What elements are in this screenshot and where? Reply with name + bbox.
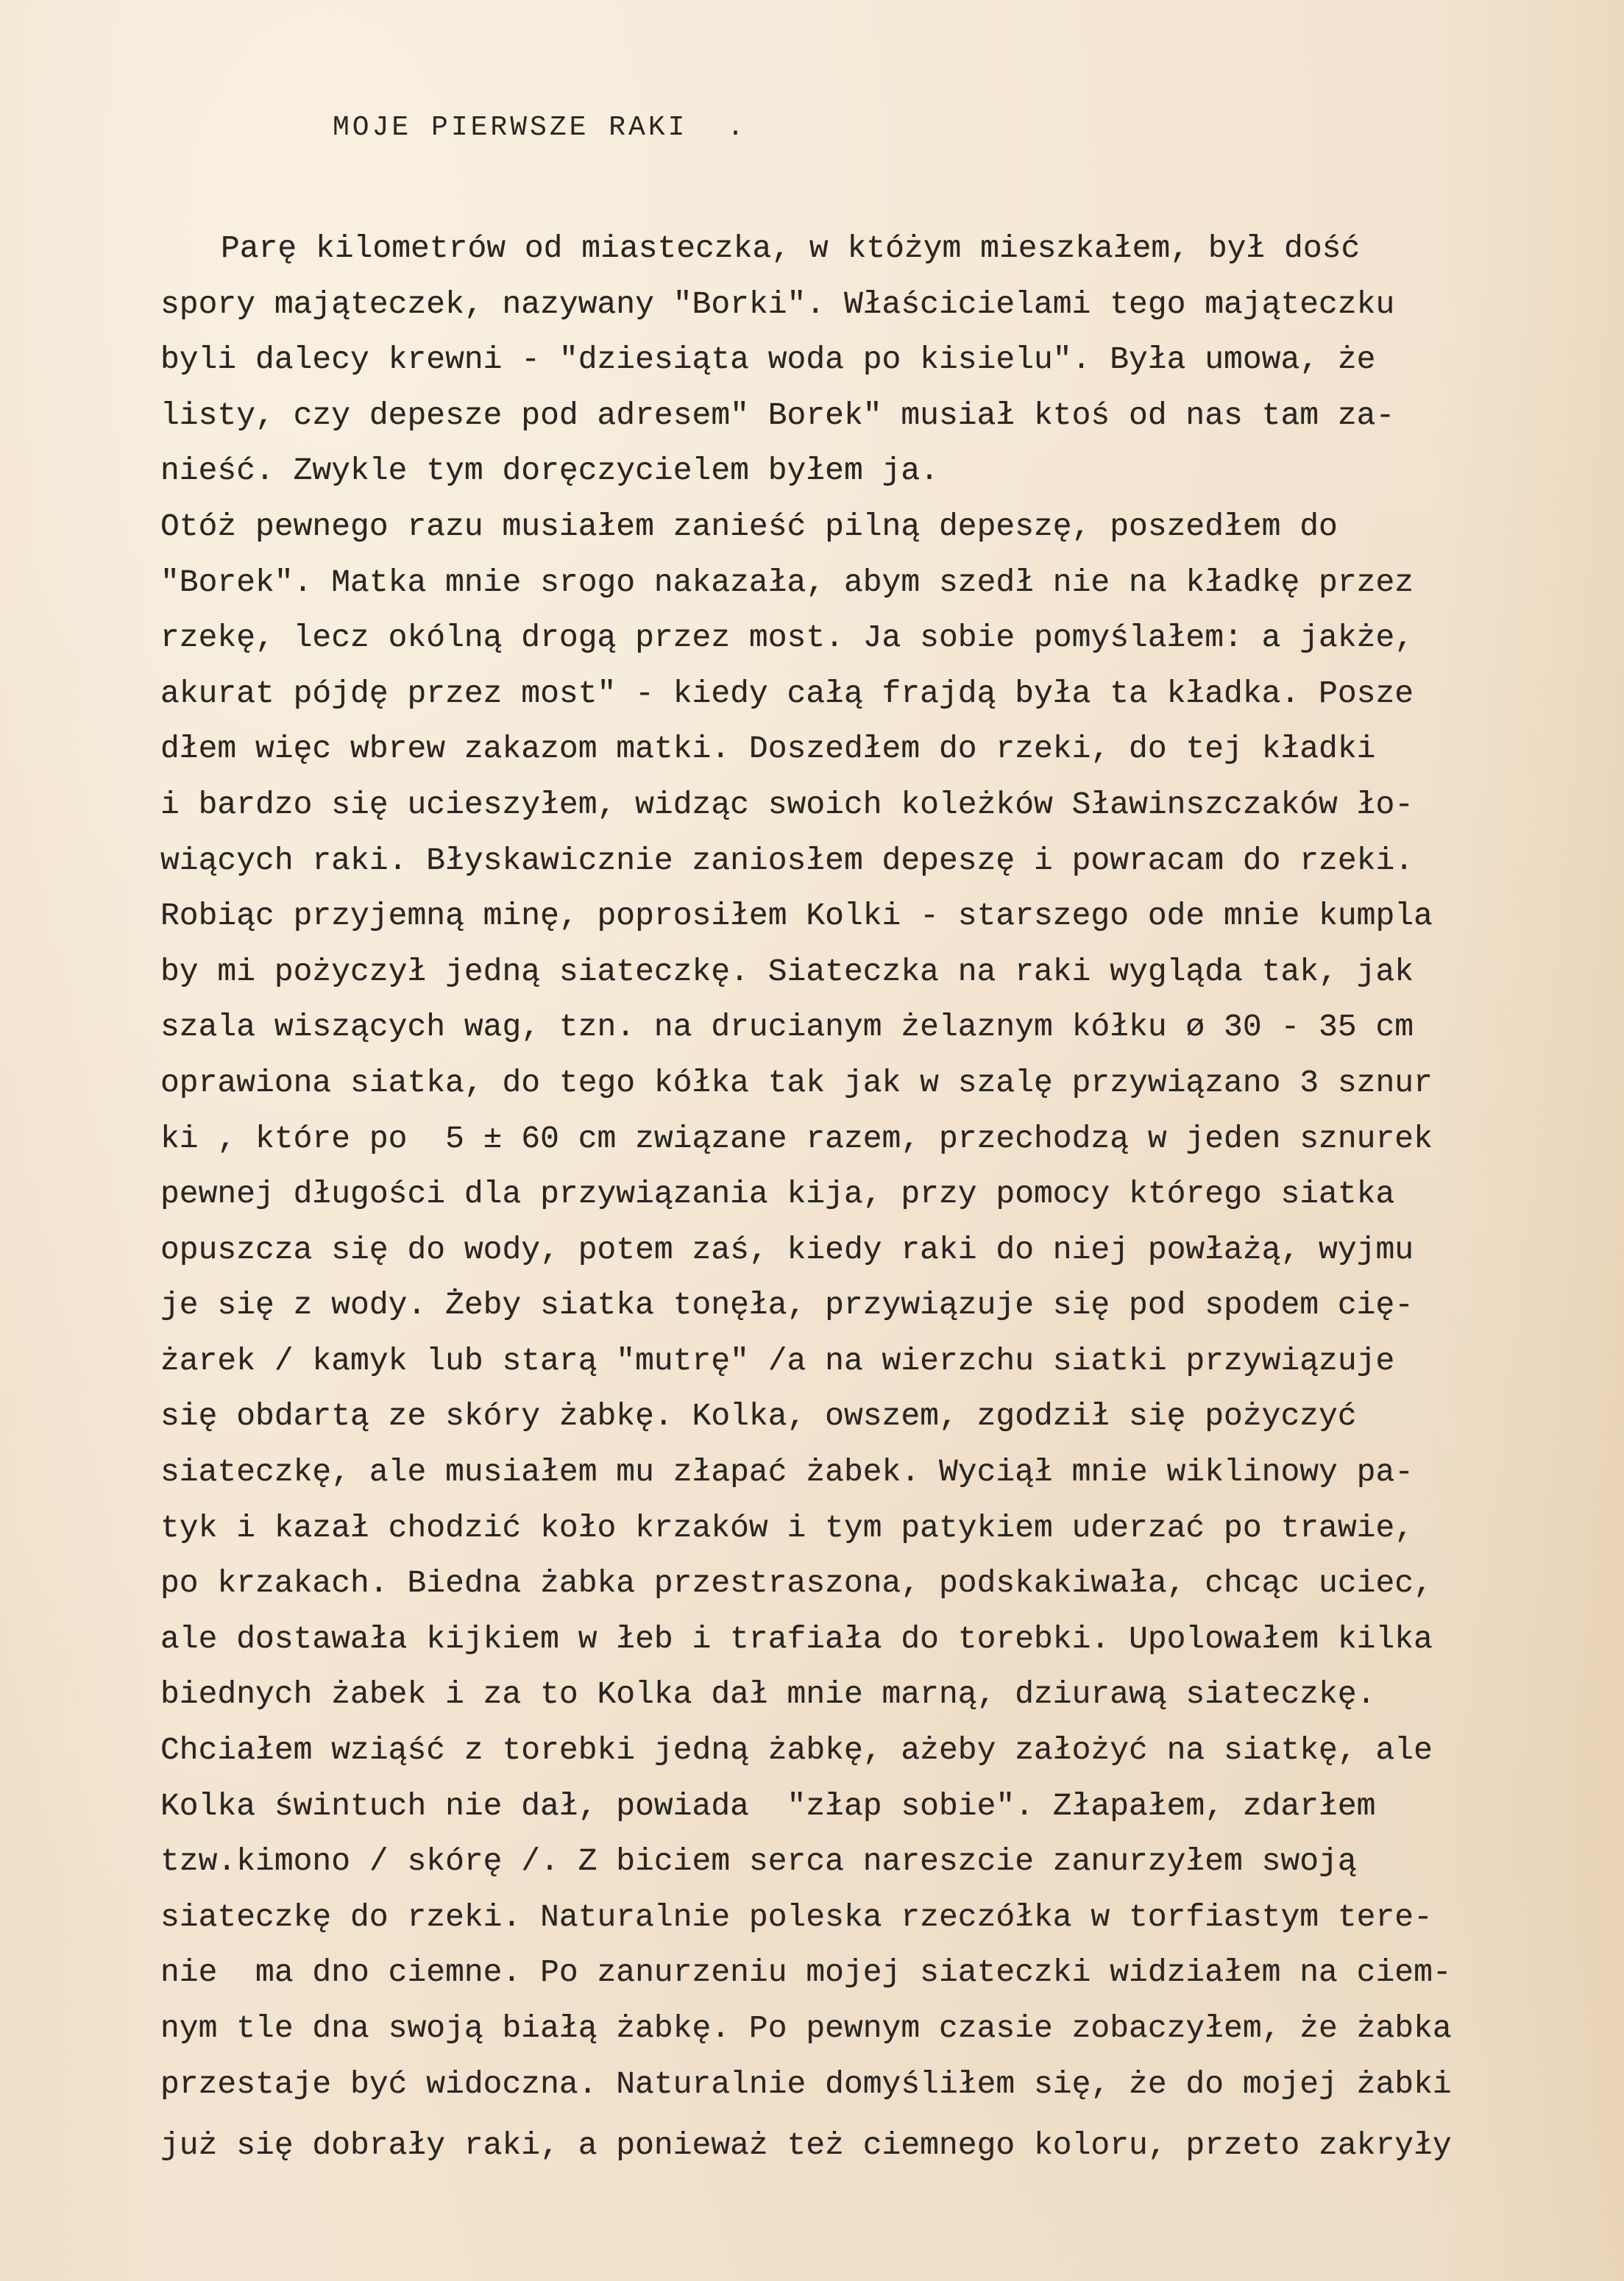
document-title: MOJE PIERWSZE RAKI . (333, 112, 747, 143)
text-line: Kolka świntuch nie dał, powiada "złap sobie". Złapałem, zdarłem (160, 1787, 1376, 1824)
text-line: przestaje być widoczna. Naturalnie domyśliłem się, że do mojej żabki (160, 2065, 1452, 2102)
text-line: "Borek". Matka mnie srogo nakazała, abym szedł nie na kładkę przez (160, 564, 1414, 600)
text-line: akurat pójdę przez most" - kiedy całą frajdą była ta kładka. Posze (160, 675, 1414, 712)
text-line: Chciałem wziąść z torebki jedną żabkę, ażeby założyć na siatkę, ale (160, 1732, 1433, 1769)
text-line: opuszcza się do wody, potem zaś, kiedy raki do niej powłażą, wyjmu (160, 1231, 1414, 1268)
text-line: Otóż pewnego razu musiałem zanieść pilną depeszę, poszedłem do (160, 508, 1338, 544)
text-line: ki , które po 5 ± 60 cm związane razem, przechodzą w jeden sznurek (160, 1120, 1433, 1157)
text-line: Robiąc przyjemną minę, poprosiłem Kolki - starszego ode mnie kumpla (160, 898, 1433, 934)
text-line: się obdartą ze skóry żabkę. Kolka, owszem, zgodził się pożyczyć (160, 1398, 1357, 1435)
text-line: byli dalecy krewni - "dziesiąta woda po kisielu". Była umowa, że (160, 341, 1376, 378)
text-line: pewnej długości dla przywiązania kija, przy pomocy którego siatka (160, 1176, 1395, 1213)
text-line: i bardzo się ucieszyłem, widząc swoich koleżków Sławinszczaków ło- (160, 786, 1414, 823)
text-line: tyk i kazał chodzić koło krzaków i tym patykiem uderzać po trawie, (160, 1509, 1414, 1546)
text-line: by mi pożyczył jedną siateczkę. Siateczka na raki wygląda tak, jak (160, 953, 1414, 990)
document-body (160, 221, 1544, 2174)
text-line: tzw.kimono / skórę /. Z biciem serca nareszcie zanurzyłem swoją (160, 1843, 1357, 1880)
text-line: szala wiszących wag, tzn. na drucianym żelaznym kółku ø 30 - 35 cm (160, 1009, 1414, 1046)
text-line: już się dobrały raki, a ponieważ też ciemnego koloru, przeto zakryły (160, 2127, 1452, 2164)
text-line: żarek / kamyk lub starą "mutrę" /a na wierzchu siatki przywiązuje (160, 1342, 1395, 1379)
text-line: biednych żabek i za to Kolka dał mnie marną, dziurawą siateczkę. (160, 1676, 1376, 1713)
text-line: nym tle dna swoją białą żabkę. Po pewnym czasie zobaczyłem, że żabka (160, 2010, 1452, 2046)
text-line: siateczkę do rzeki. Naturalnie poleska rzeczółka w torfiastym tere- (160, 1898, 1433, 1935)
text-line: Parę kilometrów od miasteczka, w któżym mieszkałem, był dość (221, 230, 1361, 266)
text-line: spory mająteczek, nazywany "Borki". Właścicielami tego mająteczku (160, 285, 1395, 322)
text-line: oprawiona siatka, do tego kółka tak jak w szalę przywiązano 3 sznur (160, 1064, 1433, 1101)
text-line: listy, czy depesze pod adresem" Borek" musiał ktoś od nas tam za- (160, 397, 1395, 433)
text-line: nie ma dno ciemne. Po zanurzeniu mojej siateczki widziałem na ciem- (160, 1954, 1452, 1991)
text-line: siateczkę, ale musiałem mu złapać żabek. Wyciął mnie wiklinowy pa- (160, 1454, 1414, 1491)
text-line: je się z wody. Żeby siatka tonęła, przywiązuje się pod spodem cię- (160, 1287, 1414, 1324)
text-line: dłem więc wbrew zakazom matki. Doszedłem do rzeki, do tej kładki (160, 731, 1376, 767)
text-line: nieść. Zwykle tym doręczycielem byłem ja. (160, 453, 939, 489)
text-line: rzekę, lecz okólną drogą przez most. Ja sobie pomyślałem: a jakże, (160, 620, 1414, 656)
text-line: ale dostawała kijkiem w łeb i trafiała do torebki. Upolowałem kilka (160, 1620, 1433, 1657)
text-line: po krzakach. Biedna żabka przestraszona, podskakiwała, chcąc uciec, (160, 1565, 1433, 1602)
text-line: wiących raki. Błyskawicznie zaniosłem depeszę i powracam do rzeki. (160, 842, 1414, 879)
